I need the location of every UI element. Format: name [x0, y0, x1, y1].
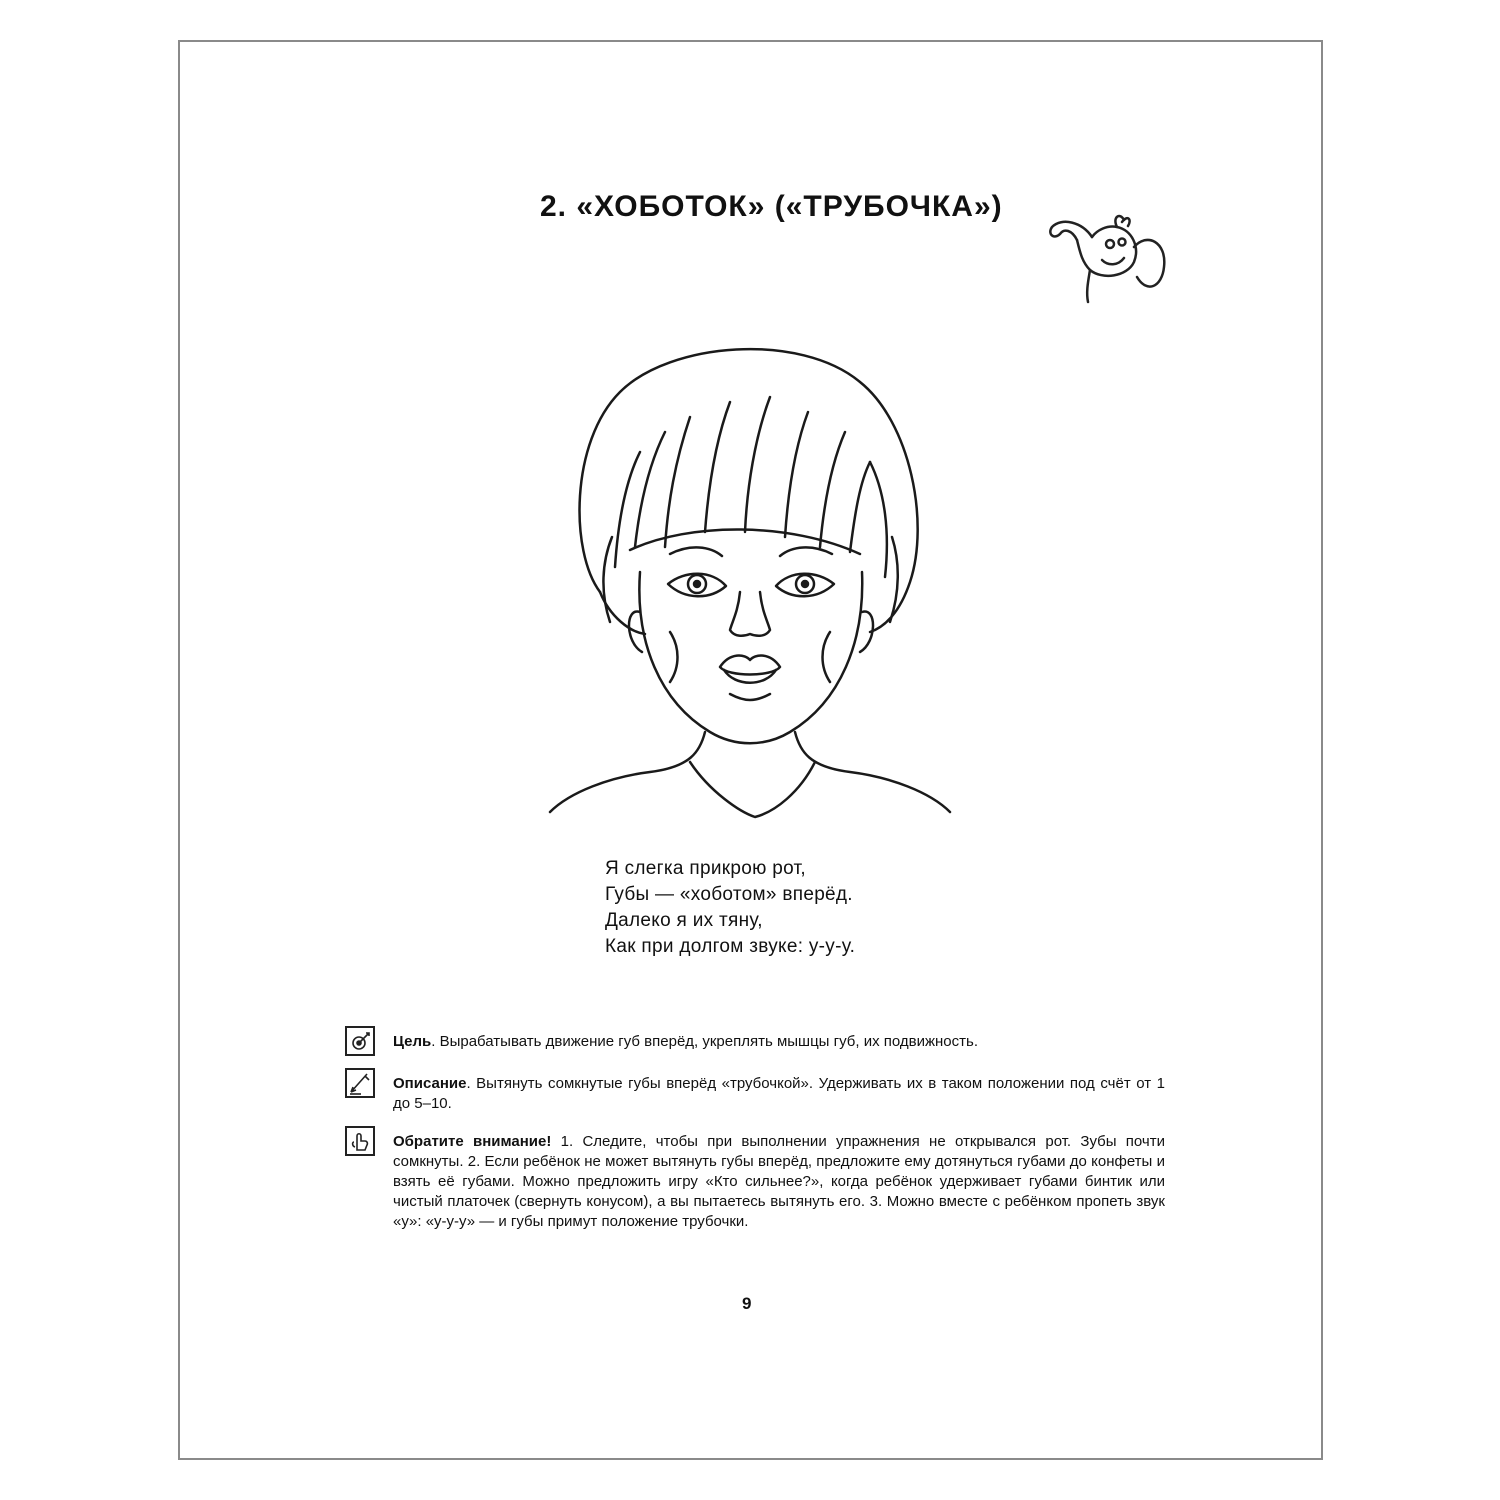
poem	[605, 856, 1005, 960]
page-title: 2. «ХОБОТОК» («ТРУБОЧКА»)	[540, 190, 1003, 223]
poem-line: Как при долгом звуке: у-у-у.	[605, 936, 856, 957]
poem-line: Губы — «хоботом» вперёд.	[605, 884, 853, 905]
page-number: 9	[742, 1294, 752, 1313]
attention-text: 1. Следите, чтобы при выполнении упражнения не открывался рот. Зубы почти сомкнуты. 2. Если ребёнок не может вытянуть губы вперёд, предложите ему дотянуться губами до конфеты и взять её губами. Можно предложить игру «Кто сильнее?», когда ребёнок удерживает губами бинтик или чистый платочек (свернуть конусом), а вы пытаетесь вытянуть его. 3. Можно вместе с ребёнком пропеть звук «у»: «у-у-у» — и губы примут положение трубочки.	[393, 1133, 1165, 1230]
description-section	[345, 1074, 1165, 1114]
goal-section	[345, 1032, 1165, 1052]
goal-label: Цель	[393, 1033, 432, 1050]
book-page	[178, 40, 1323, 1460]
attention-label: Обратите внимание!	[393, 1133, 552, 1150]
target-icon	[345, 1026, 375, 1056]
elephant-icon	[1042, 192, 1172, 322]
hand-icon	[345, 1126, 375, 1156]
poem-line: Я слегка прикрою рот,	[605, 858, 806, 879]
description-label: Описание	[393, 1075, 467, 1092]
description-text: . Вытянуть сомкнутые губы вперёд «трубочкой». Удерживать их в таком положении под счёт от 1 до 5–10.	[393, 1075, 1165, 1112]
pen-icon	[345, 1068, 375, 1098]
child-portrait-illustration	[540, 322, 960, 822]
poem-line: Далеко я их тяну,	[605, 910, 763, 931]
goal-text: . Вырабатывать движение губ вперёд, укреплять мышцы губ, их подвижность.	[431, 1033, 978, 1050]
attention-section	[345, 1132, 1165, 1232]
